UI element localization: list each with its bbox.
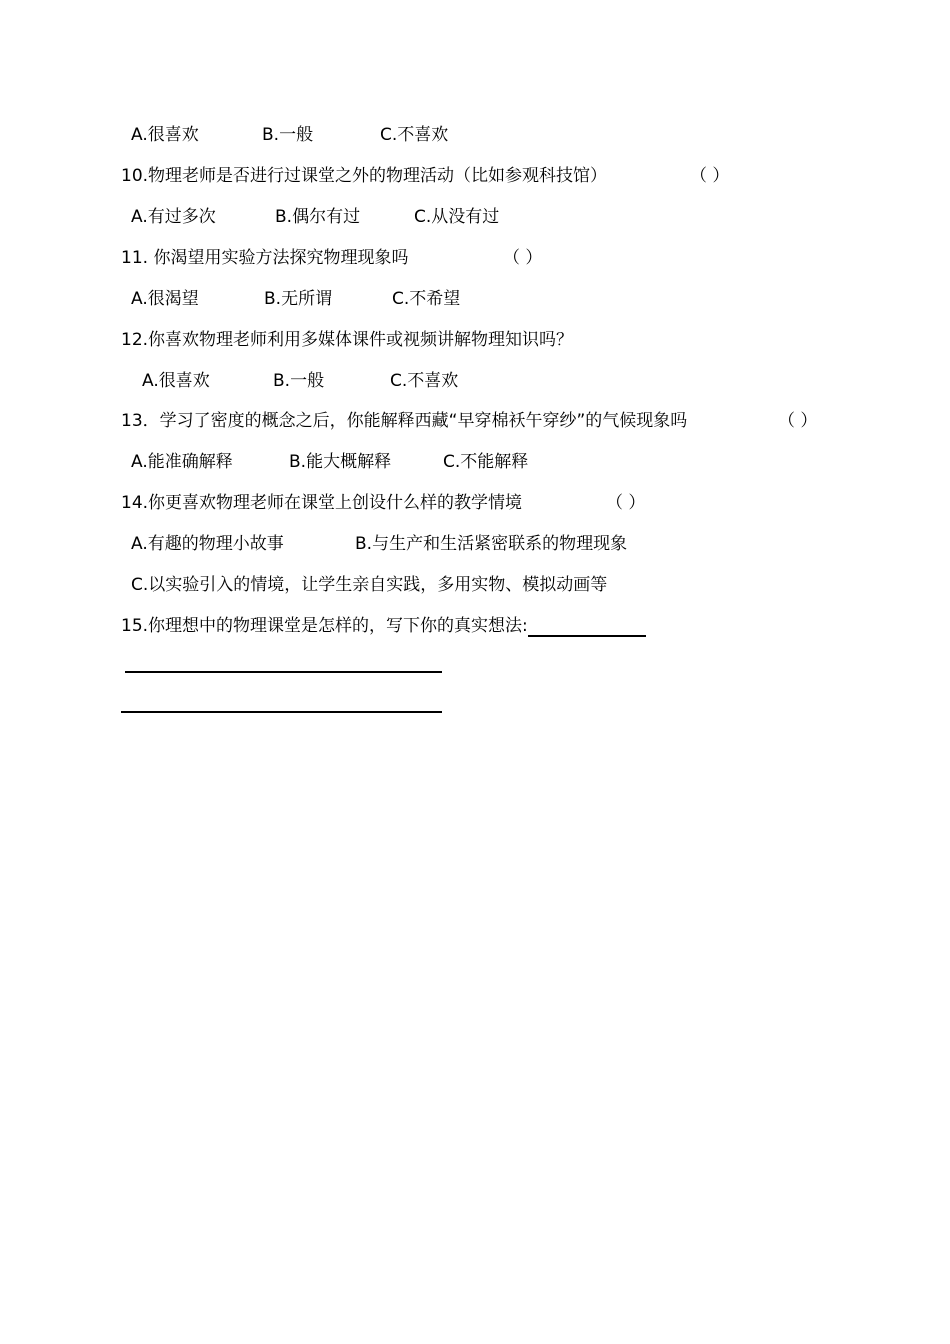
q10-option-b[interactable]: B.偶尔有过 — [275, 207, 361, 227]
q12-question: 12.你喜欢物理老师利用多媒体课件或视频讲解物理知识吗？ — [121, 330, 574, 350]
q14-question: 14.你更喜欢物理老师在课堂上创设什么样的教学情境 — [121, 493, 523, 513]
q15-answer-line-2[interactable] — [121, 711, 442, 713]
q11-option-a[interactable]: A.很渴望 — [131, 289, 199, 309]
q9-option-c[interactable]: C.不喜欢 — [380, 125, 449, 145]
q13-option-c[interactable]: C.不能解释 — [443, 452, 529, 472]
q10-answer-paren[interactable]: （ ） — [690, 166, 730, 186]
q13-question: 13．学习了密度的概念之后，你能解释西藏“早穿棉袄午穿纱”的气候现象吗 — [121, 411, 688, 431]
q11-question: 11. 你渴望用实验方法探究物理现象吗 — [121, 248, 409, 268]
q14-option-c[interactable]: C.以实验引入的情境，让学生亲自实践，多用实物、模拟动画等 — [131, 575, 608, 595]
q10-option-a[interactable]: A.有过多次 — [131, 207, 216, 227]
q11-option-b[interactable]: B.无所谓 — [264, 289, 333, 309]
q15-question-row — [121, 615, 646, 637]
q15-answer-line-1[interactable] — [125, 671, 442, 673]
q15-question: 15.你理想中的物理课堂是怎样的，写下你的真实想法: — [121, 616, 528, 636]
q10-option-c[interactable]: C.从没有过 — [414, 207, 500, 227]
q12-option-a[interactable]: A.很喜欢 — [142, 371, 210, 391]
q11-option-c[interactable]: C.不希望 — [392, 289, 461, 309]
q10-question: 10.物理老师是否进行过课堂之外的物理活动（比如参观科技馆） — [121, 166, 608, 186]
q14-option-b[interactable]: B.与生产和生活紧密联系的物理现象 — [355, 534, 628, 554]
q11-answer-paren[interactable]: （ ） — [503, 248, 543, 268]
q9-option-a[interactable]: A.很喜欢 — [131, 125, 199, 145]
q13-option-b[interactable]: B.能大概解释 — [289, 452, 392, 472]
q9-option-b[interactable]: B.一般 — [262, 125, 314, 145]
q13-answer-paren[interactable]: （ ） — [778, 411, 818, 431]
q15-answer-blank[interactable] — [528, 617, 646, 637]
q12-option-b[interactable]: B.一般 — [273, 371, 325, 391]
q12-option-c[interactable]: C.不喜欢 — [390, 371, 459, 391]
q13-option-a[interactable]: A.能准确解释 — [131, 452, 233, 472]
q14-answer-paren[interactable]: （ ） — [606, 493, 646, 513]
q14-option-a[interactable]: A.有趣的物理小故事 — [131, 534, 284, 554]
